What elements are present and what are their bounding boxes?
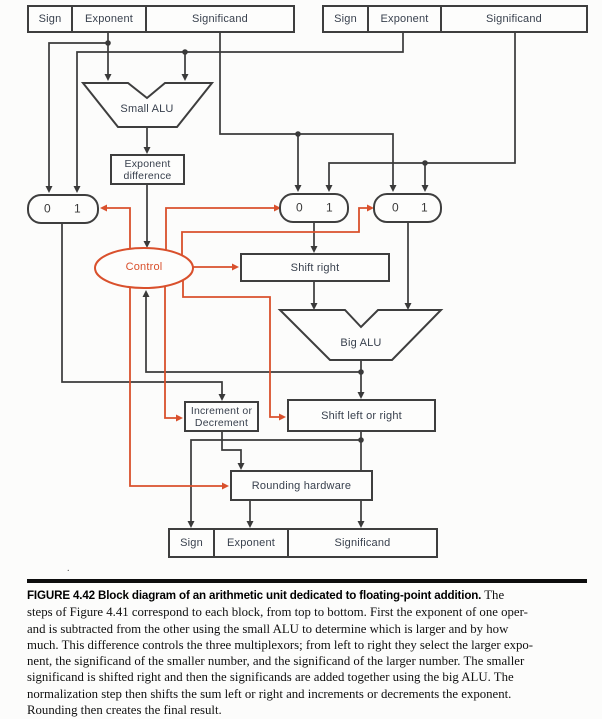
increment-decrement-line2: Decrement [194, 416, 249, 429]
increment-decrement-block [184, 401, 259, 432]
caption-line [27, 587, 593, 604]
big-alu-label: Big ALU [340, 337, 382, 349]
operand1-register [27, 5, 295, 33]
operand1-sign-field: Sign [38, 13, 62, 25]
caption-heading-tail: The [484, 588, 505, 602]
caption-line: significand is shifted right and then the significands are added together using the big ALU. The [27, 670, 514, 685]
caption-line: steps of Figure 4.41 correspond to each block, from top to bottom. First the exponent of one oper- [27, 605, 528, 620]
mux-input-0-label: 0 [296, 200, 303, 215]
result-exponent-field: Exponent [213, 530, 287, 556]
result-sign-field: Sign [180, 537, 203, 549]
caption-heading: FIGURE 4.42 Block diagram of an arithmetic unit dedicated to floating-point addition. [27, 589, 482, 602]
stray-scan-mark: . [67, 563, 70, 574]
caption-line: normalization step then shifts the sum left or right and increments or decrements the exponent. [27, 686, 512, 701]
caption-line: and is subtracted from the other using the small ALU to determine which is larger and by how [27, 621, 509, 636]
small-significand-mux [279, 193, 349, 223]
result-significand-field: Significand [287, 530, 436, 556]
large-significand-mux [373, 193, 442, 223]
small-alu-label: Small ALU [120, 103, 174, 115]
mux-input-1-label: 1 [326, 200, 333, 215]
shift-left-right-block: Shift left or right [287, 399, 436, 432]
exponent-mux [27, 194, 99, 224]
increment-decrement-line1: Increment or [190, 404, 253, 417]
mux-input-0-label: 0 [44, 201, 51, 216]
control-label: Control [125, 261, 163, 273]
caption-line: nent, the significand of the smaller number, and the significand of the larger number. The smaller [27, 654, 525, 669]
caption-rule [27, 579, 587, 583]
shift-right-block: Shift right [240, 253, 390, 282]
exponent-difference-block [110, 154, 185, 185]
figure-caption [27, 587, 593, 718]
mux-input-0-label: 0 [392, 200, 399, 215]
result-register [168, 528, 438, 558]
caption-line: Rounding then creates the final result. [27, 703, 222, 718]
rounding-hardware-block: Rounding hardware [230, 470, 373, 501]
operand1-exponent-field: Exponent [71, 7, 145, 31]
mux-input-1-label: 1 [74, 201, 81, 216]
caption-line: much. This difference controls the three multiplexors; from left to right they select the larger expo- [27, 637, 534, 652]
operand2-exponent-field: Exponent [367, 7, 440, 31]
operand2-register [322, 5, 588, 33]
operand2-sign-field: Sign [334, 13, 357, 25]
exponent-difference-line2: difference [123, 169, 172, 182]
exponent-difference-line1: Exponent [124, 157, 171, 170]
operand2-significand-field: Significand [440, 7, 586, 31]
operand1-significand-field: Significand [145, 7, 293, 31]
big-alu-shape [280, 310, 441, 360]
mux-input-1-label: 1 [421, 200, 428, 215]
